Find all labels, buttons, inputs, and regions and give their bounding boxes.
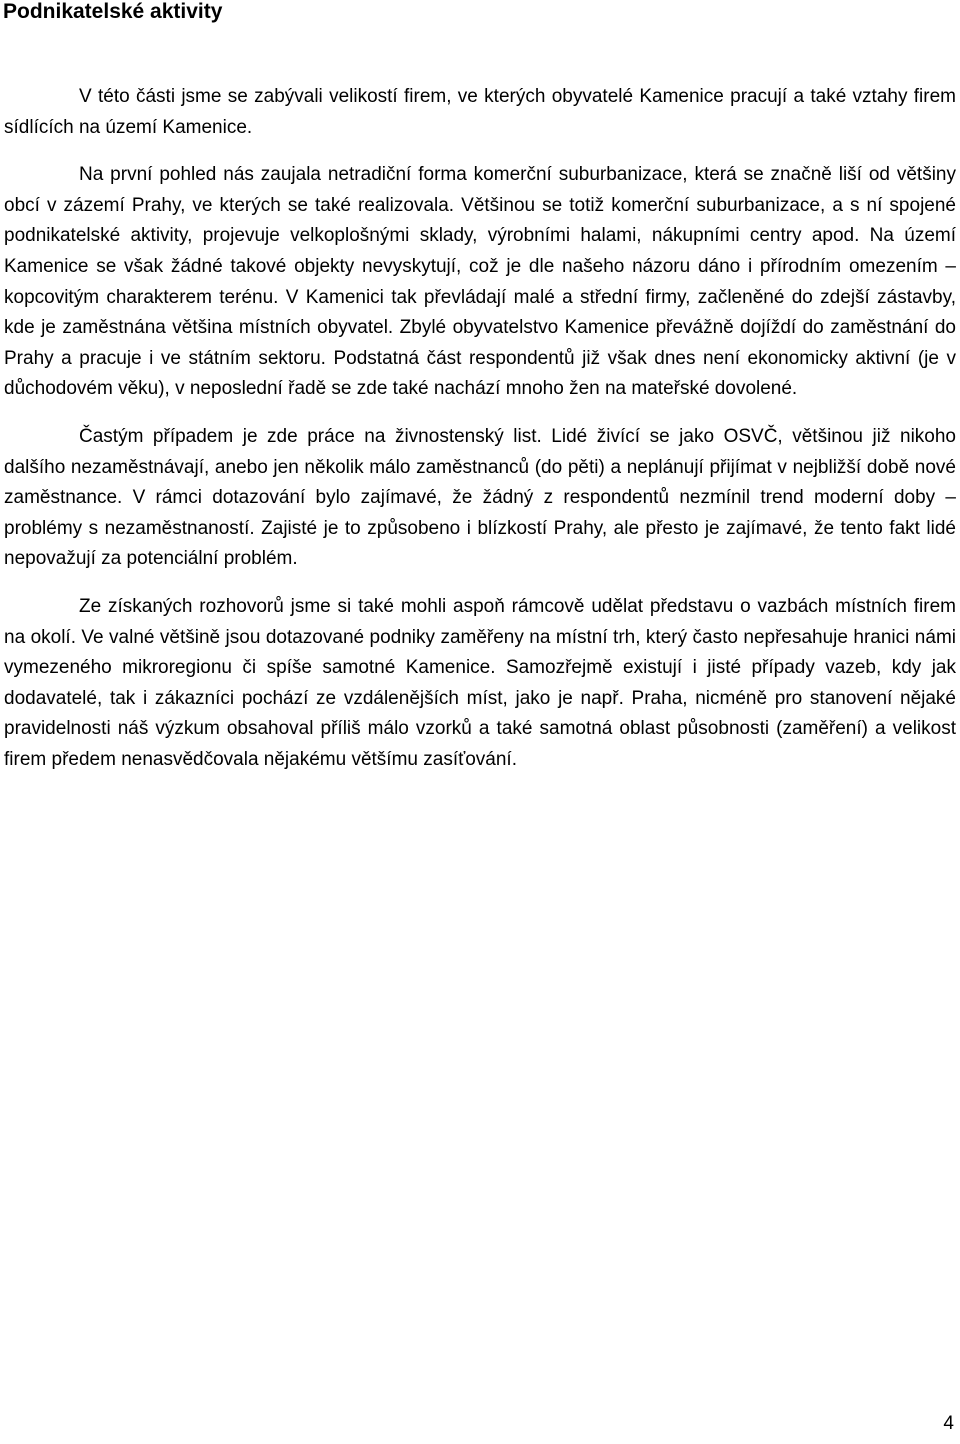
page-number: 4: [943, 1413, 954, 1434]
paragraph-intro: V této části jsme se zabývali velikostí firem, ve kterých obyvatelé Kamenice pracují a také vztahy firem sídlících na území Kamenice.: [4, 86, 956, 138]
paragraph-commercial-suburbanization: Na první pohled nás zaujala netradiční forma komerční suburbanizace, která se značně liší od většiny obcí v zázemí Prahy, ve kterých se také realizovala. Většinou se totiž komerční suburbanizace, a s ní spojené podnikatelské aktivity, projevuje velkoplošnými sklady, výrobními halami, nákupními centry apod. Na území Kamenice se však žádné takové objekty nevyskytují, což je dle našeho názoru dáno i přírodním omezením – kopcovitým charakterem terénu. V Kamenici tak převládají malé a střední firmy, začleněné do zdejší zástavby, kde je zaměstnána většina místních obyvatel. Zbylé obyvatelstvo Kamenice převážně dojíždí do zaměstnání do Prahy a pracuje i ve státním sektoru. Podstatná část respondentů již však dnes není ekonomicky aktivní (je v důchodovém věku), v neposlední řadě se zde také nachází mnoho žen na mateřské dovolené.: [4, 164, 956, 400]
paragraph-self-employment: Častým případem je zde práce na živnostenský list. Lidé živící se jako OSVČ, většinou již nikoho dalšího nezaměstnávají, anebo jen několik málo zaměstnanců (do pěti) a neplánují přijímat v nejbližší době nové zaměstnance. V rámci dotazování bylo zajímavé, že žádný z respondentů nezmínil trend moderní doby – problémy s nezaměstnaností. Zajisté je to způsobeno i blízkostí Prahy, ale přesto je zajímavé, že tento fakt lidé nepovažují za potenciální problém.: [4, 425, 956, 570]
section-heading: Podnikatelské aktivity: [3, 0, 223, 23]
body-text: [4, 82, 956, 792]
paragraph-firm-linkages: Ze získaných rozhovorů jsme si také mohli aspoň rámcově udělat představu o vazbách místních firem na okolí. Ve valné většině jsou dotazované podniky zaměřeny na místní trh, který často nepřesahuje hranici námi vymezeného mikroregionu či spíše samotné Kamenice. Samozřejmě existují i jisté případy vazeb, kdy jak dodavatelé, tak i zákazníci pochází ze vzdálenějších míst, jako je např. Praha, nicméně pro stanovení nějaké pravidelnosti náš výzkum obsahoval příliš málo vzorků a také samotná oblast působnosti (zaměření) a velikost firem předem nenasvědčovala nějakému většímu zasíťování.: [4, 595, 956, 770]
